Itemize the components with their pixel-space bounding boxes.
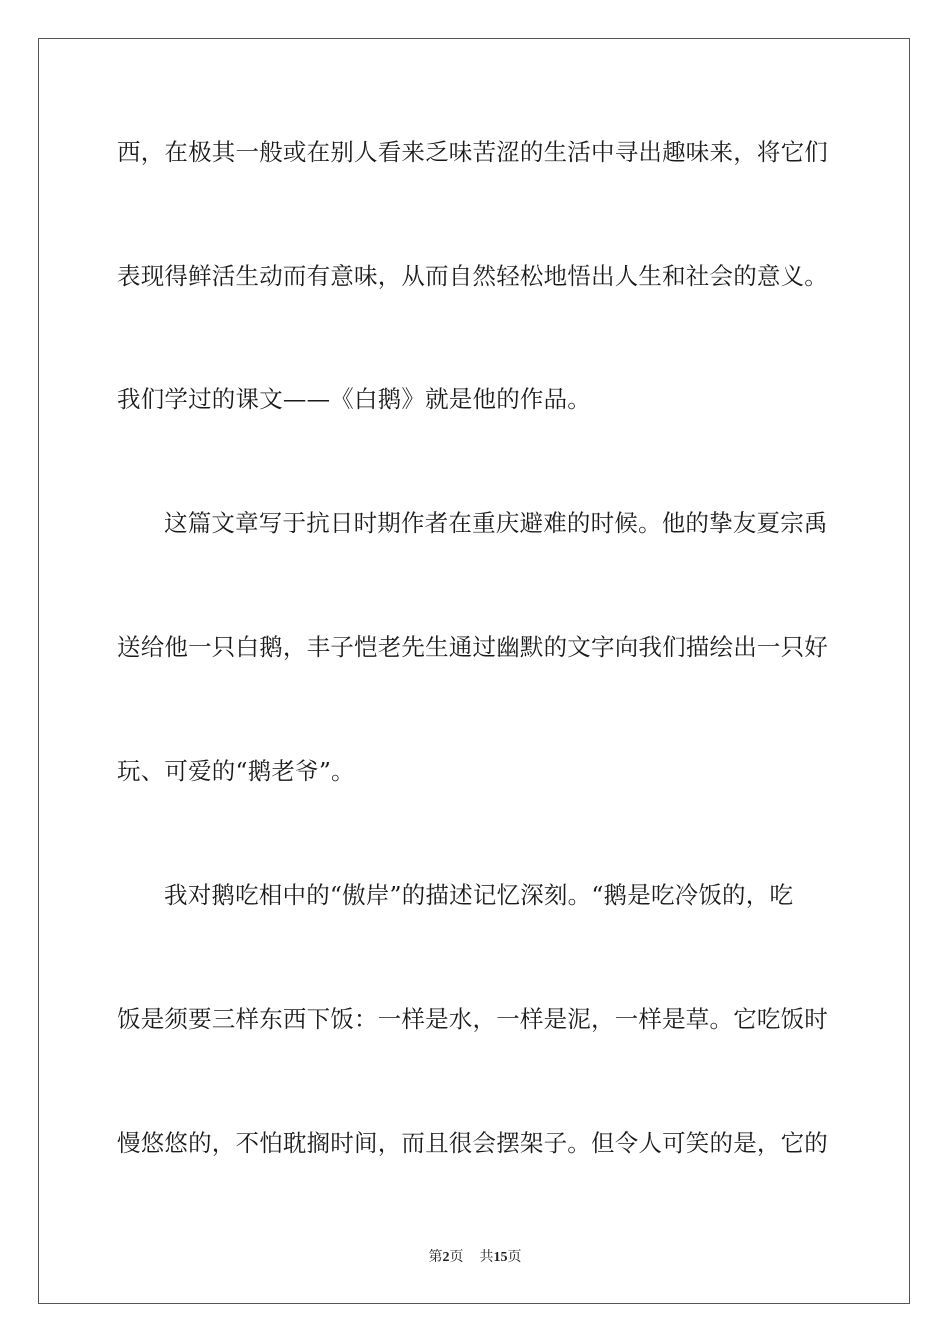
footer-total-suffix: 页 [507,1250,522,1265]
footer-total-number: 15 [493,1250,508,1265]
footer-page-prefix: 第 [428,1250,443,1265]
text-line-4: 这篇文章写于抗日时期作者在重庆避难的时候。他的挚友夏宗禹 [164,509,828,537]
text-line-9: 慢悠悠的，不怕耽搁时间，而且很会摆架子。但令人可笑的是，它的 [117,1129,828,1157]
text-line-2: 表现得鲜活生动而有意味，从而自然轻松地悟出人生和社会的意义。 [117,262,828,290]
text-line-6: 玩、可爱的“鹅老爷”。 [117,757,355,785]
page-border [38,38,910,1304]
page-footer [0,1246,950,1266]
text-line-7: 我对鹅吃相中的“傲岸”的描述记忆深刻。“鹅是吃冷饭的，吃 [164,881,794,909]
text-line-3: 我们学过的课文——《白鹅》就是他的作品。 [117,385,591,413]
footer-total-prefix: 共 [479,1250,494,1265]
text-line-1: 西，在极其一般或在别人看来乏味苦涩的生活中寻出趣味来，将它们 [117,138,828,166]
text-line-5: 送给他一只白鹅，丰子恺老先生通过幽默的文字向我们描绘出一只好 [117,633,828,661]
footer-page-number: 2 [442,1250,450,1265]
text-line-8: 饭是须要三样东西下饭：一样是水，一样是泥，一样是草。它吃饭时 [117,1005,828,1033]
footer-page-suffix: 页 [449,1250,464,1265]
